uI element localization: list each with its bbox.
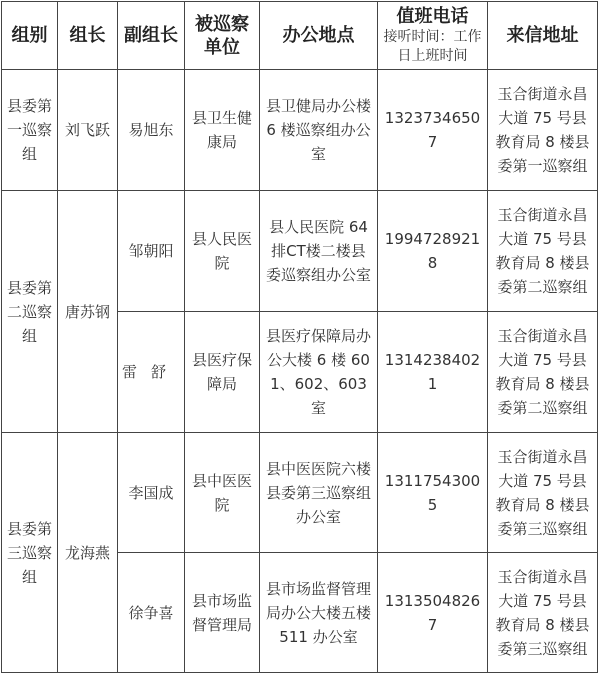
group-leader: 唐苏钢: [58, 191, 118, 433]
group-leader: 刘飞跃: [58, 70, 118, 191]
office-location: 县人民医院 64 排CT楼二楼县委巡察组办公室: [260, 191, 378, 312]
table-row: [2, 191, 598, 312]
header-leader: 组长: [58, 2, 118, 70]
office-location: 县卫健局办公楼 6 楼巡察组办公室: [260, 70, 378, 191]
inspected-unit: 县市场监督管理局: [185, 553, 260, 673]
group-name: 县委第二巡察组: [2, 191, 58, 433]
table-row: [2, 433, 598, 553]
inspected-unit: 县卫生健康局: [185, 70, 260, 191]
header-phone: [378, 2, 488, 70]
header-row: [2, 2, 598, 70]
mail-address: 玉合街道永昌大道 75 号县教育局 8 楼县委第二巡察组: [488, 312, 598, 433]
group-leader: 龙海燕: [58, 433, 118, 673]
group-name: 县委第一巡察组: [2, 70, 58, 191]
group-name: 县委第三巡察组: [2, 433, 58, 673]
office-location: 县医疗保障局办公大楼 6 楼 601、602、603 室: [260, 312, 378, 433]
inspected-unit: 县人民医院: [185, 191, 260, 312]
inspected-unit: 县中医医院: [185, 433, 260, 553]
inspected-unit: 县医疗保障局: [185, 312, 260, 433]
header-office: 办公地点: [260, 2, 378, 70]
mail-address: 玉合街道永昌大道 75 号县教育局 8 楼县委第三巡察组: [488, 433, 598, 553]
header-phone-title: 值班电话: [396, 6, 469, 27]
mail-address: 玉合街道永昌大道 75 号县教育局 8 楼县委第二巡察组: [488, 191, 598, 312]
header-deputy: 副组长: [118, 2, 185, 70]
header-mail: 来信地址: [488, 2, 598, 70]
header-unit: 被巡察单位: [185, 2, 260, 70]
patrol-contact-table: [1, 1, 598, 673]
duty-phone: 13142384021: [378, 312, 488, 433]
mail-address: 玉合街道永昌大道 75 号县教育局 8 楼县委第三巡察组: [488, 553, 598, 673]
table-row: [2, 70, 598, 191]
office-location: 县中医医院六楼县委第三巡察组办公室: [260, 433, 378, 553]
header-group: 组别: [2, 2, 58, 70]
duty-phone: 19947289218: [378, 191, 488, 312]
office-location: 县市场监督管理局办公大楼五楼 511 办公室: [260, 553, 378, 673]
duty-phone: 13237346507: [378, 70, 488, 191]
deputy-leader: 邹朝阳: [118, 191, 185, 312]
header-phone-note: 接听时间：工作日上班时间: [383, 29, 482, 64]
duty-phone: 13135048267: [378, 553, 488, 673]
deputy-leader: 李国成: [118, 433, 185, 553]
mail-address: 玉合街道永昌大道 75 号县教育局 8 楼县委第一巡察组: [488, 70, 598, 191]
duty-phone: 13117543005: [378, 433, 488, 553]
deputy-leader: 徐争喜: [118, 553, 185, 673]
deputy-leader: 易旭东: [118, 70, 185, 191]
deputy-leader: 雷舒: [118, 312, 185, 433]
